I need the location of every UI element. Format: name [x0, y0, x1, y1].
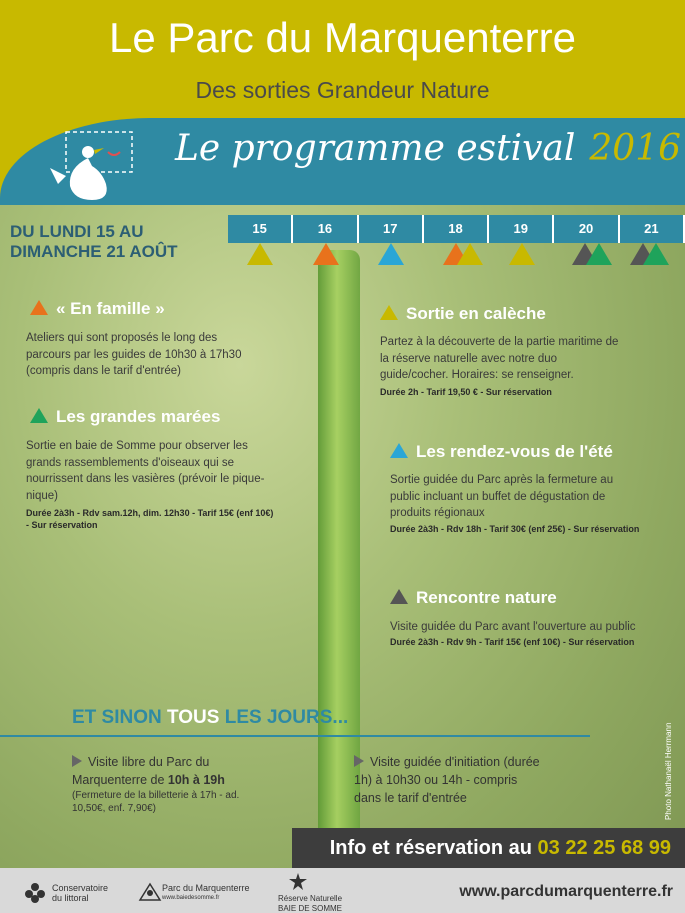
- conservatoire-logo-icon: [24, 882, 46, 904]
- rencontre-body: Visite guidée du Parc avant l'ouverture au public: [390, 621, 636, 633]
- conservatoire-logo: Conservatoire du littoral: [52, 883, 109, 903]
- marees-marker-20: [586, 243, 612, 265]
- program-year: 2016: [589, 128, 682, 169]
- date-range: DU LUNDI 15 AU DIMANCHE 21 AOÛT: [10, 222, 178, 261]
- rdv-marker-17: [378, 243, 404, 265]
- info-bar: Info et réservation au 03 22 25 68 99: [292, 828, 685, 868]
- program-title: Le programme estival 2016: [175, 128, 682, 169]
- phone-number[interactable]: 03 22 25 68 99: [537, 837, 671, 859]
- caleche-body: Partez à la découverte de la partie maritime de la réserve naturelle avec notre duo guide/cocher. Horaires: se renseigner.: [380, 336, 619, 381]
- divider: [0, 735, 590, 737]
- guided-visit: Visite guidée d'initiation (durée 1h) à 10h30 ou 14h - compris dans le tarif d'entrée: [354, 755, 540, 805]
- marees-title: Les grandes marées: [30, 407, 220, 427]
- rdv-body: Sortie guidée du Parc après la fermeture au public incluant un buffet de dégustation de produits régionaux: [390, 474, 614, 519]
- calendar-day: 17: [359, 215, 424, 243]
- caleche-marker-18: [457, 243, 483, 265]
- footer: [0, 868, 685, 913]
- page-title: Le Parc du Marquenterre: [109, 14, 576, 61]
- caleche-marker-19: [509, 243, 535, 265]
- bird-logo-icon: [38, 130, 138, 210]
- famille-marker-16: [313, 243, 339, 265]
- free-visit: Visite libre du Parc du Marquenterre de 10h à 19h (Fermeture de la billetterie à 17h - ad. 10,50€, enf. 7,90€): [72, 755, 240, 814]
- calendar-day: 20: [554, 215, 619, 243]
- marees-details: Durée 2à3h - Rdv sam.12h, dim. 12h30 - Tarif 15€ (enf 10€) - Sur réservation: [26, 508, 274, 530]
- everyday-heading: ET SINON TOUS LES JOURS...: [72, 707, 349, 728]
- calendar-day: 18: [424, 215, 489, 243]
- rdv-title: Les rendez-vous de l'été: [390, 442, 613, 462]
- rencontre-details: Durée 2à3h - Rdv 9h - Tarif 15€ (enf 10€) - Sur réservation: [390, 637, 635, 647]
- reserve-logo-icon: [288, 872, 308, 892]
- green-triangle-icon: [30, 408, 48, 423]
- photo-credit: Photo Nathanaël Herrmann: [664, 722, 673, 820]
- blue-triangle-icon: [390, 443, 408, 458]
- calendar-day: 15: [228, 215, 293, 243]
- orange-triangle-icon: [30, 300, 48, 315]
- calendar-day: 19: [489, 215, 554, 243]
- marees-marker-21: [643, 243, 669, 265]
- website-link[interactable]: www.parcdumarquenterre.fr: [459, 883, 673, 900]
- calendar-day: 16: [293, 215, 358, 243]
- caleche-details: Durée 2h - Tarif 19,50 € - Sur réservation: [380, 387, 552, 397]
- rdv-details: Durée 2à3h - Rdv 18h - Tarif 30€ (enf 25€) - Sur réservation: [390, 524, 640, 534]
- arrow-icon: [354, 755, 364, 767]
- caleche-title: Sortie en calèche: [380, 304, 546, 324]
- marquenterre-logo: Parc du Marquenterre www.baiedesomme.fr: [162, 883, 250, 901]
- yellow-triangle-icon: [380, 305, 398, 320]
- rencontre-title: Rencontre nature: [390, 588, 557, 608]
- caleche-marker-15: [247, 243, 273, 265]
- arrow-icon: [72, 755, 82, 767]
- calendar-day: 21: [620, 215, 685, 243]
- reserve-logo: Réserve Naturelle BAIE DE SOMME: [278, 894, 343, 913]
- gray-triangle-icon: [390, 589, 408, 604]
- marquenterre-logo-icon: [138, 882, 162, 902]
- famille-body: Ateliers qui sont proposés le long des parcours par les guides de 10h30 à 17h30 (compris dans le tarif d'entrée): [26, 332, 242, 377]
- calendar-strip: [228, 215, 685, 243]
- famille-title: « En famille »: [30, 299, 165, 319]
- marees-body: Sortie en baie de Somme pour observer les grands rassemblements d'oiseaux qui se nourrissent dans les vasières (prévoir le pique- nique): [26, 440, 265, 502]
- page-subtitle: Des sorties Grandeur Nature: [195, 77, 490, 103]
